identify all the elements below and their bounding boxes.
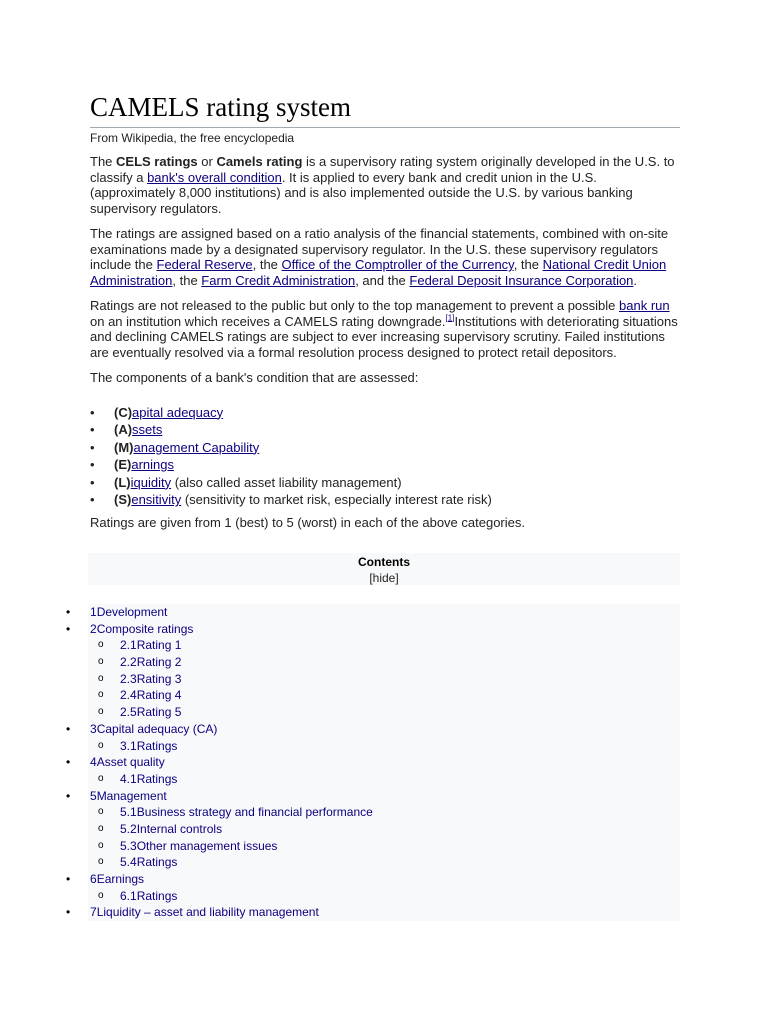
toc-link[interactable] (120, 637, 181, 654)
bullet: o (98, 772, 104, 784)
text: or (197, 154, 217, 169)
text: Ratings are not released to the public but only to the top management to prevent a possible (90, 298, 620, 313)
toc-item[interactable] (60, 838, 680, 855)
toc-item[interactable] (60, 904, 680, 921)
bullet: o (98, 672, 104, 684)
toc-label: Other management issues (136, 838, 278, 853)
link-bank-run[interactable]: bank run (619, 298, 670, 313)
toc-label: Internal controls (136, 821, 223, 836)
toc-label: Composite ratings (96, 621, 194, 636)
list-item (90, 456, 680, 474)
toc-label: Earnings (96, 872, 145, 886)
toc-label: Rating 3 (136, 671, 182, 686)
toc-label: Rating 5 (136, 705, 182, 720)
toc-row-background (88, 788, 680, 805)
toc-label: Business strategy and financial performance (136, 805, 373, 820)
bold-term: CELS ratings (116, 154, 198, 169)
toc-link[interactable] (120, 654, 181, 671)
toc-item[interactable] (60, 621, 680, 638)
component-letter: (E) (114, 457, 132, 473)
toc-item[interactable] (60, 637, 680, 654)
table-of-contents (60, 604, 680, 921)
toc-number: 4.1 (120, 771, 137, 786)
toc-item[interactable] (60, 771, 680, 788)
bold-term: Camels rating (216, 154, 303, 169)
toc-item[interactable] (60, 821, 680, 838)
component-letter: (S) (114, 492, 132, 508)
toc-link[interactable] (90, 904, 319, 921)
link-earnings[interactable]: arnings (131, 457, 174, 473)
toc-number: 6 (90, 872, 97, 886)
bullet: o (98, 639, 104, 651)
list-item (90, 439, 680, 457)
text: Institutions with deteriorating situations and declining CAMELS ratings are subject to ever increasing supervisory scrutiny. Failed institutions are eventually resolved via a formal resolution process designed to protect retail depositors. (90, 313, 678, 360)
toc-number: 2.3 (120, 671, 137, 686)
toc-link[interactable] (90, 621, 193, 638)
regulators-paragraph (90, 226, 680, 288)
components-list (90, 404, 680, 510)
toc-number: 2.4 (120, 688, 137, 703)
toc-label: Ratings (136, 855, 178, 870)
link-assets[interactable]: ssets (132, 422, 163, 438)
component-letter: (A) (114, 422, 133, 438)
toc-number: 4 (90, 755, 97, 770)
toc-link[interactable] (120, 804, 373, 821)
toc-link[interactable] (90, 721, 217, 738)
list-item (90, 421, 680, 439)
toc-link[interactable] (120, 854, 177, 871)
toc-item[interactable] (60, 738, 680, 755)
toc-item[interactable] (60, 604, 680, 621)
toc-label: Rating 4 (136, 688, 182, 703)
toc-number: 5.3 (120, 838, 137, 853)
toc-link[interactable] (90, 871, 144, 888)
bullet: o (98, 689, 104, 701)
article-body (90, 88, 680, 531)
toc-label: Rating 2 (136, 655, 182, 670)
bullet: • (90, 422, 95, 438)
ratings-release-paragraph (90, 298, 680, 360)
toc-number: 2.1 (120, 638, 137, 653)
toc-item[interactable] (60, 888, 680, 905)
component-letter: (L) (114, 474, 131, 490)
link-banks-overall-condition[interactable]: bank's overall condition (147, 169, 282, 185)
bullet: • (66, 788, 71, 803)
toc-link[interactable] (120, 888, 177, 905)
link-liquidity[interactable]: iquidity (130, 474, 172, 490)
toc-item[interactable] (60, 871, 680, 888)
toc-label: Management (96, 788, 167, 803)
link-federal-reserve[interactable]: Federal Reserve (156, 257, 253, 272)
bullet: • (66, 621, 71, 636)
bullet: o (98, 706, 104, 718)
bullet: o (98, 856, 104, 868)
toc-link[interactable] (90, 754, 165, 771)
list-item (90, 491, 680, 509)
toc-link[interactable] (120, 771, 177, 788)
bullet: • (66, 872, 71, 886)
component-letter: (C) (114, 404, 133, 420)
bullet: • (90, 492, 95, 508)
text: , the (172, 272, 202, 288)
bullet: • (66, 605, 71, 619)
link-management-capability[interactable]: anagement Capability (133, 439, 260, 455)
text: , the (513, 257, 543, 272)
toc-row-background (88, 604, 680, 621)
intro-paragraph (90, 154, 680, 216)
toc-link[interactable] (120, 738, 177, 755)
list-item (90, 404, 680, 422)
toc-link[interactable] (90, 604, 167, 621)
toc-number: 1 (90, 605, 97, 619)
toc-item[interactable] (60, 654, 680, 671)
text: The ratings are assigned based on a ratio analysis of the financial statements, combined with on-site examinations made by a designated supervisory regulator. In the U.S. these supervisory regulators include the (90, 226, 669, 272)
link-farm-credit[interactable]: Farm Credit Administration (201, 272, 356, 288)
list-item (90, 474, 680, 492)
page-title: CAMELS rating system (90, 88, 680, 128)
toc-item[interactable] (60, 671, 680, 688)
toc-item[interactable] (60, 804, 680, 821)
toc-link[interactable] (90, 788, 167, 805)
toc-label: Capital adequacy (CA) (96, 721, 218, 736)
toc-label: Liquidity – asset and liability management (96, 905, 319, 920)
bullet: o (98, 889, 104, 901)
toc-item[interactable] (60, 721, 680, 738)
bullet: o (98, 839, 104, 851)
bullet: • (66, 721, 71, 736)
bullet: o (98, 656, 104, 668)
toc-link[interactable] (120, 687, 181, 704)
toc-label: Development (96, 605, 168, 619)
bullet: o (98, 822, 104, 834)
bullet: o (98, 739, 104, 751)
toc-link[interactable] (120, 821, 222, 838)
text: . (633, 272, 638, 288)
link-sensitivity[interactable]: ensitivity (131, 492, 182, 508)
toc-item[interactable] (60, 788, 680, 805)
citation-link[interactable]: [1] (445, 313, 455, 323)
bullet: o (98, 806, 104, 818)
toc-number: 3 (90, 721, 97, 736)
toc-link[interactable] (120, 838, 277, 855)
text: on an institution which receives a CAMELS rating downgrade. (90, 313, 446, 329)
site-tagline: From Wikipedia, the free encyclopedia (90, 131, 295, 145)
toc-number: 7 (90, 905, 97, 920)
bullet: • (66, 755, 71, 770)
toc-item[interactable] (60, 854, 680, 871)
toc-number: 2.2 (120, 655, 137, 670)
ratings-scale-paragraph: Ratings are given from 1 (best) to 5 (worst) in each of the above categories. (90, 515, 525, 531)
toc-header (88, 553, 680, 585)
toc-link[interactable] (120, 704, 181, 721)
toc-label: Rating 1 (136, 638, 182, 653)
text: , and the (355, 272, 410, 288)
toc-label: Ratings (136, 738, 178, 753)
text: , the (252, 257, 282, 272)
toc-number: 5.4 (120, 855, 137, 870)
toc-item[interactable] (60, 687, 680, 704)
toc-number: 5.1 (120, 805, 137, 820)
toc-link[interactable] (120, 671, 181, 688)
text: is a supervisory rating system originally developed in the U.S. to classify a (90, 154, 675, 185)
text: The (90, 154, 117, 169)
toc-number: 2.5 (120, 705, 137, 720)
toc-label: Asset quality (96, 755, 165, 770)
toc-row-background (88, 754, 680, 771)
link-ncua[interactable]: National Credit Union Administration (90, 257, 667, 288)
bullet: • (90, 439, 95, 455)
toc-number: 6.1 (120, 888, 137, 903)
link-occ[interactable]: Office of the Comptroller of the Currency (281, 257, 514, 272)
text: (sensitivity to market risk, especially interest rate risk) (181, 492, 492, 508)
text: . It is applied to every bank and credit union in the U.S. (approximately 8,000 institutions) and is also implemented outside the U.S. by various banking supervisory regulators. (90, 169, 633, 216)
text: (also called asset liability management) (171, 474, 402, 490)
toc-item[interactable] (60, 754, 680, 771)
toc-item[interactable] (60, 704, 680, 721)
link-fdic[interactable]: Federal Deposit Insurance Corporation (409, 272, 634, 288)
toc-row-background (88, 871, 680, 888)
toc-number: 3.1 (120, 738, 137, 753)
link-capital-adequacy[interactable]: apital adequacy (132, 404, 224, 420)
bullet: • (90, 457, 95, 473)
component-letter: (M) (114, 439, 134, 455)
toc-number: 5.2 (120, 821, 137, 836)
toc-label: Ratings (136, 888, 178, 903)
toc-number: 5 (90, 788, 97, 803)
toc-label: Ratings (136, 771, 178, 786)
components-intro: The components of a bank's condition that are assessed: (90, 370, 419, 385)
bullet: • (90, 404, 95, 420)
toc-hide-toggle[interactable]: [hide] (369, 571, 399, 585)
bullet: • (66, 905, 71, 920)
bullet: • (90, 474, 95, 490)
toc-title: Contents (358, 555, 410, 569)
toc-number: 2 (90, 621, 97, 636)
